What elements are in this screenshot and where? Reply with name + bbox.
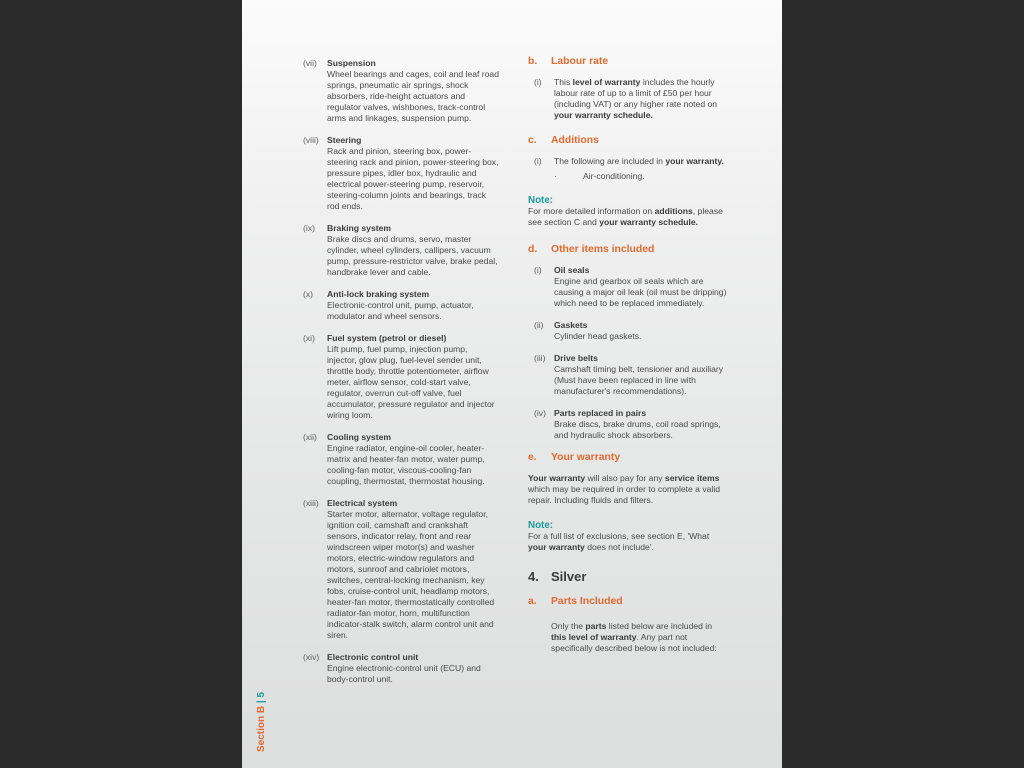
item-body: Rack and pinion, steering box, power-steering rack and pinion, power-steering box, pressure pipes, idler box, hydraulic and electrical power-steering pump, reservoir, steering-column joints and bearings, track rod ends. xyxy=(327,146,499,211)
section-heading-additions xyxy=(528,135,728,146)
item-text xyxy=(554,320,728,342)
item-title: Suspension xyxy=(327,58,376,68)
item-number: (x) xyxy=(303,289,314,299)
item-title: Electrical system xyxy=(327,498,398,508)
item-body: Engine electronic-control unit (ECU) and body-control unit. xyxy=(327,663,481,684)
item-text xyxy=(327,135,499,212)
item-number: (xi) xyxy=(303,333,315,343)
item-text xyxy=(327,289,499,322)
right-column xyxy=(528,56,728,668)
item-body: Camshaft timing belt, tensioner and auxiliary (Must have been replaced in line with manufacturer's recommendations). xyxy=(554,364,724,396)
text-run: This xyxy=(554,77,573,87)
item-body: Lift pump, fuel pump, injection pump, injector, glow plug, fuel-level sender unit, throttle body, throttle potentiometer, airflow meter, airflow sensor, cold-start valve, regulator, overrun cut-off valve, fuel accumulator, pressure regulator and injector wiring loom. xyxy=(327,344,495,420)
bold-term: level of warranty xyxy=(572,77,641,87)
item-title: Anti-lock braking system xyxy=(327,289,430,299)
section-letter: d. xyxy=(528,244,538,255)
item-text xyxy=(554,77,728,121)
list-item xyxy=(303,498,499,641)
bold-term: your warranty schedule. xyxy=(554,110,653,120)
text-run: includes the hourly labour rate of up to a limit of £50 per hour (including VAT) or any higher rate noted on xyxy=(554,77,718,109)
section-page-label xyxy=(256,692,267,752)
section-heading-your-warranty xyxy=(528,452,728,463)
section-heading-other-items xyxy=(528,244,728,255)
item-number: (i) xyxy=(534,156,542,166)
item-text xyxy=(327,652,499,685)
text-run: does not include'. xyxy=(584,542,654,552)
item-text xyxy=(327,58,499,124)
item-text xyxy=(327,498,499,641)
item-title: Steering xyxy=(327,135,362,145)
item-title: Fuel system (petrol or diesel) xyxy=(327,333,447,343)
list-item xyxy=(528,408,728,441)
left-column xyxy=(303,58,499,696)
list-item xyxy=(528,265,728,309)
item-number: (xiii) xyxy=(303,498,319,508)
item-title: Oil seals xyxy=(554,265,590,275)
item-text xyxy=(554,156,728,167)
text-run: . Any part not specifically described below is not included: xyxy=(551,632,717,653)
item-text xyxy=(327,333,499,421)
item-number: (iii) xyxy=(534,353,546,363)
note-label: Note: xyxy=(528,520,554,531)
list-item xyxy=(303,432,499,487)
section-heading-labour-rate xyxy=(528,56,728,67)
additions-item xyxy=(528,156,728,167)
list-item xyxy=(303,652,499,685)
item-title: Braking system xyxy=(327,223,392,233)
page-number: 5 xyxy=(256,691,267,698)
section-letter: b. xyxy=(528,56,538,67)
text-run: listed below are included in xyxy=(606,621,712,631)
bold-term: this level of warranty xyxy=(551,632,637,642)
item-body: Brake discs and drums, servo, master cylinder, wheel cylinders, callipers, vacuum pump, pressure-restrictor valve, brake pedal, handbrake lever and cable. xyxy=(327,234,498,277)
section-title: Labour rate xyxy=(551,56,609,67)
item-title: Drive belts xyxy=(554,353,598,363)
section-title: Other items included xyxy=(551,244,655,255)
heading-title: Silver xyxy=(551,569,587,584)
section-title: Additions xyxy=(551,135,599,146)
item-number: (xiv) xyxy=(303,652,320,662)
bullet-text: Air-conditioning. xyxy=(583,171,645,181)
bold-term: your warranty. xyxy=(665,156,724,166)
list-item xyxy=(528,353,728,397)
separator: | xyxy=(256,700,267,704)
section-letter: e. xyxy=(528,452,537,463)
bold-term: your warranty schedule. xyxy=(599,217,699,227)
item-body: Engine radiator, engine-oil cooler, heater-matrix and heater-fan motor, water pump, cooling-fan motor, viscous-cooling-fan coupling, thermostat, thermostat housing. xyxy=(327,443,485,486)
item-text xyxy=(327,432,499,487)
your-warranty-text xyxy=(528,473,728,506)
item-body: Engine and gearbox oil seals which are causing a major oil leak (oil must be dripping) which need to be replaced immediately. xyxy=(554,276,727,308)
section-title: Parts Included xyxy=(551,596,623,607)
list-item xyxy=(528,320,728,342)
labour-rate-item xyxy=(528,77,728,121)
note-text xyxy=(528,206,728,228)
item-number: (vii) xyxy=(303,58,317,68)
bold-term: Your warranty xyxy=(528,473,586,483)
heading-silver xyxy=(528,569,728,584)
heading-number: 4. xyxy=(528,569,539,584)
item-body: Electronic-control unit, pump, actuator, modulator and wheel sensors. xyxy=(327,300,474,321)
list-item xyxy=(303,333,499,421)
text-run: Only the xyxy=(551,621,586,631)
list-item xyxy=(303,135,499,212)
section-letter: c. xyxy=(528,135,537,146)
item-title: Cooling system xyxy=(327,432,391,442)
bold-term: additions xyxy=(654,206,693,216)
item-number: (xii) xyxy=(303,432,317,442)
item-body: Brake discs, brake drums, coil road springs, and hydraulic shock absorbers. xyxy=(554,419,721,440)
item-number: (viii) xyxy=(303,135,319,145)
text-run: For more detailed information on xyxy=(528,206,655,216)
item-number: (ii) xyxy=(534,320,544,330)
note-label: Note: xyxy=(528,195,554,206)
item-body: Wheel bearings and cages, coil and leaf road springs, pneumatic air springs, shock absorbers, ride-height actuators and regulator valves, wishbones, track-control arms and linkages, suspension pump. xyxy=(327,69,499,123)
item-text xyxy=(327,223,499,278)
section-letter: a. xyxy=(528,596,537,607)
text-run: The following are included in xyxy=(554,156,666,166)
list-item xyxy=(303,289,499,322)
item-text xyxy=(554,408,728,441)
item-title: Electronic control unit xyxy=(327,652,419,662)
item-body: Cylinder head gaskets. xyxy=(554,331,642,341)
bold-term: service items xyxy=(664,473,720,483)
item-text xyxy=(554,265,728,309)
text-run: , please see section C and xyxy=(528,206,723,227)
item-number: (ix) xyxy=(303,223,315,233)
item-number: (iv) xyxy=(534,408,546,418)
note-text xyxy=(528,531,728,553)
item-title: Parts replaced in pairs xyxy=(554,408,647,418)
bold-term: parts xyxy=(585,621,607,631)
item-title: Gaskets xyxy=(554,320,588,330)
document-page xyxy=(242,0,782,768)
item-number: (i) xyxy=(534,77,542,87)
list-item xyxy=(303,223,499,278)
bullet-mark: · xyxy=(554,171,557,181)
section-label: Section B xyxy=(256,705,267,752)
bullet-item xyxy=(554,171,728,181)
section-heading-parts-included xyxy=(528,596,728,607)
text-run: For a full list of exclusions, see section E, 'What xyxy=(528,531,710,541)
bold-term: your warranty xyxy=(528,542,585,552)
section-title: Your warranty xyxy=(551,452,621,463)
list-item xyxy=(303,58,499,124)
item-text xyxy=(554,353,728,397)
item-number: (i) xyxy=(534,265,542,275)
other-items-list xyxy=(528,265,728,441)
text-run: will also pay for any xyxy=(585,473,665,483)
text-run: which may be required in order to complete a valid repair. Including fluids and filters. xyxy=(528,484,721,505)
parts-included-text xyxy=(528,621,728,654)
item-body: Starter motor, alternator, voltage regulator, ignition coil, camshaft and crankshaft sensors, indicator relay, front and rear windscreen wiper motor(s) and washer motors, electric-window regulators and motors, sunroof and cabriolet motors, switches, central-locking mechanism, key fobs, cruise-control unit, headlamp motors, heater-fan motor, thermostatically controlled radiator-fan motor, horn, multifunction indicator-stalk switch, alarm control unit and siren. xyxy=(327,509,495,640)
